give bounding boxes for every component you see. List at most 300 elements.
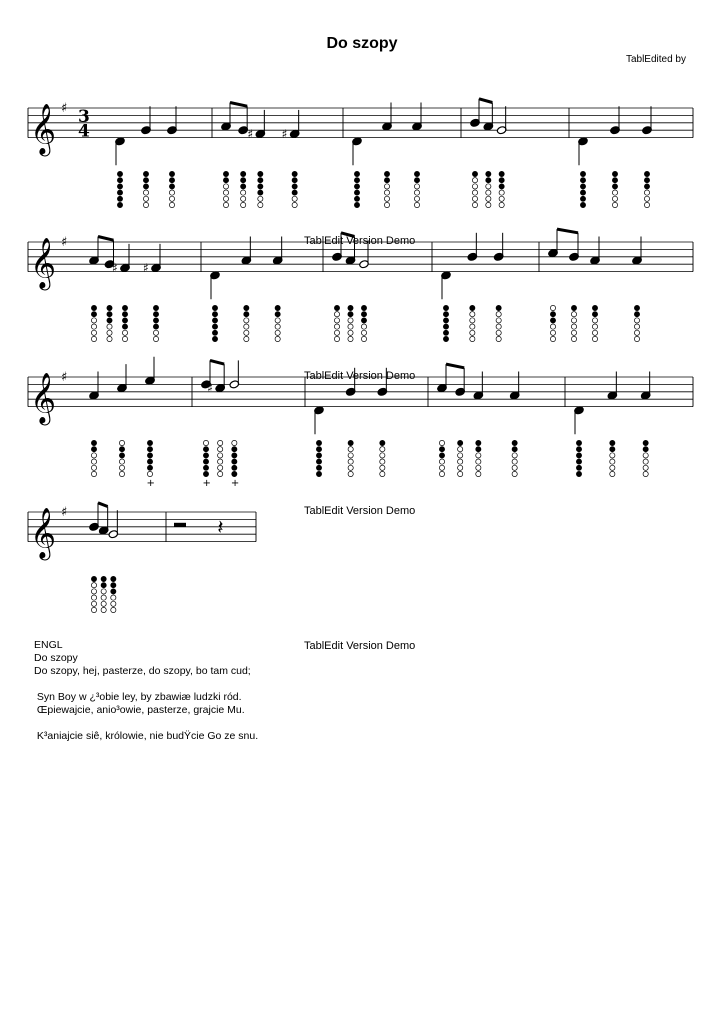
open-hole xyxy=(592,324,597,329)
closed-hole xyxy=(143,184,148,189)
open-hole xyxy=(384,196,389,201)
open-hole xyxy=(275,336,280,341)
closed-hole xyxy=(361,318,366,323)
closed-hole xyxy=(122,318,127,323)
open-hole xyxy=(643,453,648,458)
accidental-sharp: ♯ xyxy=(281,126,288,141)
closed-hole xyxy=(203,453,208,458)
open-hole xyxy=(571,324,576,329)
open-hole xyxy=(348,324,353,329)
closed-hole xyxy=(241,184,246,189)
closed-hole xyxy=(612,184,617,189)
open-hole xyxy=(107,330,112,335)
open-hole xyxy=(644,202,649,207)
open-hole xyxy=(384,190,389,195)
open-hole xyxy=(610,465,615,470)
note-beam xyxy=(230,103,247,107)
open-hole xyxy=(470,324,475,329)
open-hole xyxy=(496,330,501,335)
open-hole xyxy=(91,459,96,464)
open-hole xyxy=(218,465,223,470)
open-hole xyxy=(275,324,280,329)
closed-hole xyxy=(153,312,158,317)
open-hole xyxy=(241,196,246,201)
open-hole xyxy=(571,318,576,323)
treble-clef: 𝄞 xyxy=(30,507,57,559)
closed-hole xyxy=(550,312,555,317)
open-hole xyxy=(348,453,353,458)
closed-hole xyxy=(212,305,217,310)
open-hole xyxy=(258,202,263,207)
closed-hole xyxy=(143,171,148,176)
open-hole xyxy=(101,589,106,594)
edited-by-text: TablEdited by xyxy=(625,54,686,65)
closed-hole xyxy=(147,447,152,452)
open-hole xyxy=(380,471,385,476)
closed-hole xyxy=(571,305,576,310)
closed-hole xyxy=(384,178,389,183)
closed-hole xyxy=(212,318,217,323)
closed-hole xyxy=(316,465,321,470)
open-hole xyxy=(512,471,517,476)
open-hole xyxy=(348,336,353,341)
closed-hole xyxy=(275,305,280,310)
closed-hole xyxy=(117,190,122,195)
closed-hole xyxy=(241,178,246,183)
open-hole xyxy=(472,178,477,183)
open-hole xyxy=(550,324,555,329)
closed-hole xyxy=(91,447,96,452)
open-hole xyxy=(275,318,280,323)
closed-hole xyxy=(580,196,585,201)
open-hole xyxy=(111,601,116,606)
closed-hole xyxy=(117,202,122,207)
open-hole xyxy=(512,465,517,470)
watermark-3: TablEdit Version Demo xyxy=(304,505,416,517)
open-hole xyxy=(470,318,475,323)
open-hole xyxy=(634,336,639,341)
open-hole xyxy=(380,465,385,470)
closed-hole xyxy=(316,459,321,464)
closed-hole xyxy=(550,318,555,323)
open-hole xyxy=(258,196,263,201)
closed-hole xyxy=(610,447,615,452)
closed-hole xyxy=(414,171,419,176)
closed-hole xyxy=(153,324,158,329)
open-hole xyxy=(439,465,444,470)
closed-hole xyxy=(348,312,353,317)
open-hole xyxy=(119,459,124,464)
lyrics-block xyxy=(34,639,258,743)
open-hole xyxy=(143,196,148,201)
open-hole xyxy=(458,459,463,464)
closed-hole xyxy=(107,318,112,323)
open-hole xyxy=(512,459,517,464)
closed-hole xyxy=(91,576,96,581)
open-hole xyxy=(223,184,228,189)
open-hole xyxy=(361,336,366,341)
closed-hole xyxy=(244,305,249,310)
open-hole xyxy=(334,336,339,341)
open-hole xyxy=(107,324,112,329)
open-hole xyxy=(592,336,597,341)
closed-hole xyxy=(169,178,174,183)
time-signature-denominator: 4 xyxy=(78,121,90,142)
closed-hole xyxy=(476,447,481,452)
watermark-4: TablEdit Version Demo xyxy=(304,640,416,652)
open-hole xyxy=(241,202,246,207)
closed-hole xyxy=(443,305,448,310)
open-hole xyxy=(476,453,481,458)
open-hole xyxy=(153,330,158,335)
open-hole xyxy=(91,336,96,341)
open-hole xyxy=(496,336,501,341)
open-hole xyxy=(476,471,481,476)
open-hole xyxy=(292,202,297,207)
open-hole xyxy=(499,202,504,207)
open-hole xyxy=(348,471,353,476)
open-hole xyxy=(348,465,353,470)
open-hole xyxy=(91,471,96,476)
closed-hole xyxy=(111,589,116,594)
open-hole xyxy=(91,330,96,335)
closed-hole xyxy=(354,171,359,176)
closed-hole xyxy=(634,305,639,310)
closed-hole xyxy=(612,171,617,176)
open-hole xyxy=(610,453,615,458)
open-hole xyxy=(218,440,223,445)
lyrics-line xyxy=(34,678,258,691)
open-hole xyxy=(496,312,501,317)
open-hole xyxy=(512,453,517,458)
open-hole xyxy=(499,190,504,195)
open-hole xyxy=(439,459,444,464)
overblow-plus: + xyxy=(202,478,211,490)
open-hole xyxy=(380,459,385,464)
open-hole xyxy=(414,202,419,207)
open-hole xyxy=(218,453,223,458)
open-hole xyxy=(496,324,501,329)
open-hole xyxy=(169,190,174,195)
closed-hole xyxy=(223,178,228,183)
open-hole xyxy=(414,196,419,201)
closed-hole xyxy=(354,184,359,189)
closed-hole xyxy=(147,465,152,470)
open-hole xyxy=(643,459,648,464)
open-hole xyxy=(472,184,477,189)
note-beam xyxy=(98,237,114,241)
open-hole xyxy=(470,330,475,335)
closed-hole xyxy=(354,202,359,207)
treble-clef: 𝄞 xyxy=(30,237,57,289)
closed-hole xyxy=(91,305,96,310)
open-hole xyxy=(499,196,504,201)
closed-hole xyxy=(203,471,208,476)
closed-hole xyxy=(443,318,448,323)
open-hole xyxy=(334,324,339,329)
closed-hole xyxy=(223,171,228,176)
closed-hole xyxy=(580,184,585,189)
key-signature-sharp: ♯ xyxy=(61,235,68,250)
closed-hole xyxy=(443,312,448,317)
closed-hole xyxy=(147,459,152,464)
closed-hole xyxy=(354,190,359,195)
closed-hole xyxy=(512,447,517,452)
open-hole xyxy=(91,583,96,588)
page-title: Do szopy xyxy=(326,35,398,52)
closed-hole xyxy=(107,312,112,317)
open-hole xyxy=(458,447,463,452)
open-hole xyxy=(458,465,463,470)
open-hole xyxy=(223,190,228,195)
lyrics-line: Syn Boy w ¿³obie ley, by zbawiæ ludzki ród. xyxy=(34,691,242,703)
open-hole xyxy=(348,459,353,464)
open-hole xyxy=(470,312,475,317)
closed-hole xyxy=(439,447,444,452)
open-hole xyxy=(348,318,353,323)
closed-hole xyxy=(592,305,597,310)
quarter-rest: 𝄽 xyxy=(217,514,224,539)
open-hole xyxy=(218,447,223,452)
closed-hole xyxy=(348,305,353,310)
open-hole xyxy=(143,202,148,207)
staff-system-1 xyxy=(28,99,693,208)
open-hole xyxy=(143,190,148,195)
open-hole xyxy=(476,459,481,464)
closed-hole xyxy=(354,178,359,183)
open-hole xyxy=(101,601,106,606)
lyrics-line: K³aniajcie siê, królowie, nie budŸcie Go ze snu. xyxy=(34,730,259,742)
closed-hole xyxy=(580,202,585,207)
open-hole xyxy=(107,336,112,341)
open-hole xyxy=(612,196,617,201)
closed-hole xyxy=(122,324,127,329)
closed-hole xyxy=(348,440,353,445)
treble-clef: 𝄞 xyxy=(30,103,57,155)
closed-hole xyxy=(258,184,263,189)
open-hole xyxy=(496,318,501,323)
open-hole xyxy=(439,440,444,445)
closed-hole xyxy=(576,447,581,452)
closed-hole xyxy=(496,305,501,310)
open-hole xyxy=(244,330,249,335)
closed-hole xyxy=(644,171,649,176)
closed-hole xyxy=(212,324,217,329)
open-hole xyxy=(91,601,96,606)
closed-hole xyxy=(258,171,263,176)
closed-hole xyxy=(169,184,174,189)
open-hole xyxy=(334,330,339,335)
open-hole xyxy=(244,318,249,323)
open-hole xyxy=(169,202,174,207)
closed-hole xyxy=(292,184,297,189)
open-hole xyxy=(384,202,389,207)
open-hole xyxy=(380,453,385,458)
accidental-sharp: ♯ xyxy=(143,260,149,275)
note-beam xyxy=(479,99,492,103)
closed-hole xyxy=(354,196,359,201)
closed-hole xyxy=(470,305,475,310)
open-hole xyxy=(218,459,223,464)
closed-hole xyxy=(147,453,152,458)
open-hole xyxy=(472,202,477,207)
open-hole xyxy=(612,202,617,207)
open-hole xyxy=(348,330,353,335)
open-hole xyxy=(571,336,576,341)
lyrics-line xyxy=(34,717,258,730)
closed-hole xyxy=(212,330,217,335)
closed-hole xyxy=(486,171,491,176)
open-hole xyxy=(414,190,419,195)
open-hole xyxy=(111,607,116,612)
open-hole xyxy=(232,440,237,445)
closed-hole xyxy=(232,453,237,458)
open-hole xyxy=(644,196,649,201)
open-hole xyxy=(439,471,444,476)
open-hole xyxy=(241,190,246,195)
closed-hole xyxy=(384,171,389,176)
open-hole xyxy=(470,336,475,341)
open-hole xyxy=(550,330,555,335)
closed-hole xyxy=(212,336,217,341)
closed-hole xyxy=(117,184,122,189)
time-signature-numerator: 3 xyxy=(78,106,90,127)
closed-hole xyxy=(380,440,385,445)
open-hole xyxy=(458,471,463,476)
closed-hole xyxy=(610,440,615,445)
closed-hole xyxy=(592,312,597,317)
open-hole xyxy=(458,453,463,458)
accidental-sharp: ♯ xyxy=(112,260,118,275)
overblow-plus: + xyxy=(146,478,155,490)
closed-hole xyxy=(292,190,297,195)
open-hole xyxy=(550,336,555,341)
open-hole xyxy=(550,305,555,310)
open-hole xyxy=(592,318,597,323)
open-hole xyxy=(612,190,617,195)
closed-hole xyxy=(258,190,263,195)
closed-hole xyxy=(212,312,217,317)
closed-hole xyxy=(143,178,148,183)
open-hole xyxy=(244,324,249,329)
lyrics-line: Do szopy, hej, pasterze, do szopy, bo tam cud; xyxy=(34,665,251,677)
open-hole xyxy=(203,440,208,445)
open-hole xyxy=(91,465,96,470)
closed-hole xyxy=(486,178,491,183)
closed-hole xyxy=(117,178,122,183)
open-hole xyxy=(592,330,597,335)
closed-hole xyxy=(153,305,158,310)
open-hole xyxy=(361,330,366,335)
open-hole xyxy=(571,312,576,317)
open-hole xyxy=(384,184,389,189)
lyrics-line: Œpiewajcie, anio³owie, pasterze, grajcie Mu. xyxy=(34,704,245,716)
open-hole xyxy=(414,184,419,189)
staff-system-4 xyxy=(28,503,256,613)
open-hole xyxy=(472,196,477,201)
closed-hole xyxy=(292,171,297,176)
open-hole xyxy=(275,330,280,335)
closed-hole xyxy=(111,583,116,588)
closed-hole xyxy=(275,312,280,317)
open-hole xyxy=(348,447,353,452)
note-beam xyxy=(210,360,224,364)
open-hole xyxy=(169,196,174,201)
open-hole xyxy=(486,196,491,201)
closed-hole xyxy=(101,583,106,588)
closed-hole xyxy=(576,465,581,470)
open-hole xyxy=(153,336,158,341)
closed-hole xyxy=(580,190,585,195)
closed-hole xyxy=(169,171,174,176)
open-hole xyxy=(244,336,249,341)
open-hole xyxy=(111,595,116,600)
open-hole xyxy=(643,471,648,476)
closed-hole xyxy=(644,178,649,183)
open-hole xyxy=(91,324,96,329)
closed-hole xyxy=(111,576,116,581)
open-hole xyxy=(610,459,615,464)
closed-hole xyxy=(232,471,237,476)
closed-hole xyxy=(644,184,649,189)
closed-hole xyxy=(576,459,581,464)
closed-hole xyxy=(576,453,581,458)
open-hole xyxy=(223,202,228,207)
closed-hole xyxy=(612,178,617,183)
treble-clef: 𝄞 xyxy=(30,372,57,424)
open-hole xyxy=(472,190,477,195)
open-hole xyxy=(223,196,228,201)
closed-hole xyxy=(499,178,504,183)
closed-hole xyxy=(576,440,581,445)
closed-hole xyxy=(361,312,366,317)
open-hole xyxy=(571,330,576,335)
closed-hole xyxy=(643,447,648,452)
closed-hole xyxy=(439,453,444,458)
closed-hole xyxy=(101,576,106,581)
closed-hole xyxy=(91,312,96,317)
open-hole xyxy=(610,471,615,476)
overblow-plus: + xyxy=(230,478,240,490)
closed-hole xyxy=(443,336,448,341)
lyrics-line: Do szopy xyxy=(34,652,78,664)
closed-hole xyxy=(241,171,246,176)
closed-hole xyxy=(232,459,237,464)
closed-hole xyxy=(232,465,237,470)
closed-hole xyxy=(458,440,463,445)
note-beam xyxy=(557,229,578,233)
key-signature-sharp: ♯ xyxy=(61,370,68,385)
closed-hole xyxy=(258,178,263,183)
open-hole xyxy=(486,202,491,207)
closed-hole xyxy=(119,447,124,452)
open-hole xyxy=(218,471,223,476)
closed-hole xyxy=(443,330,448,335)
closed-hole xyxy=(203,447,208,452)
open-hole xyxy=(334,312,339,317)
closed-hole xyxy=(122,312,127,317)
closed-hole xyxy=(334,305,339,310)
open-hole xyxy=(91,453,96,458)
closed-hole xyxy=(476,440,481,445)
open-hole xyxy=(486,184,491,189)
open-hole xyxy=(292,196,297,201)
closed-hole xyxy=(147,440,152,445)
closed-hole xyxy=(316,440,321,445)
open-hole xyxy=(119,465,124,470)
half-rest xyxy=(174,523,186,527)
closed-hole xyxy=(634,312,639,317)
